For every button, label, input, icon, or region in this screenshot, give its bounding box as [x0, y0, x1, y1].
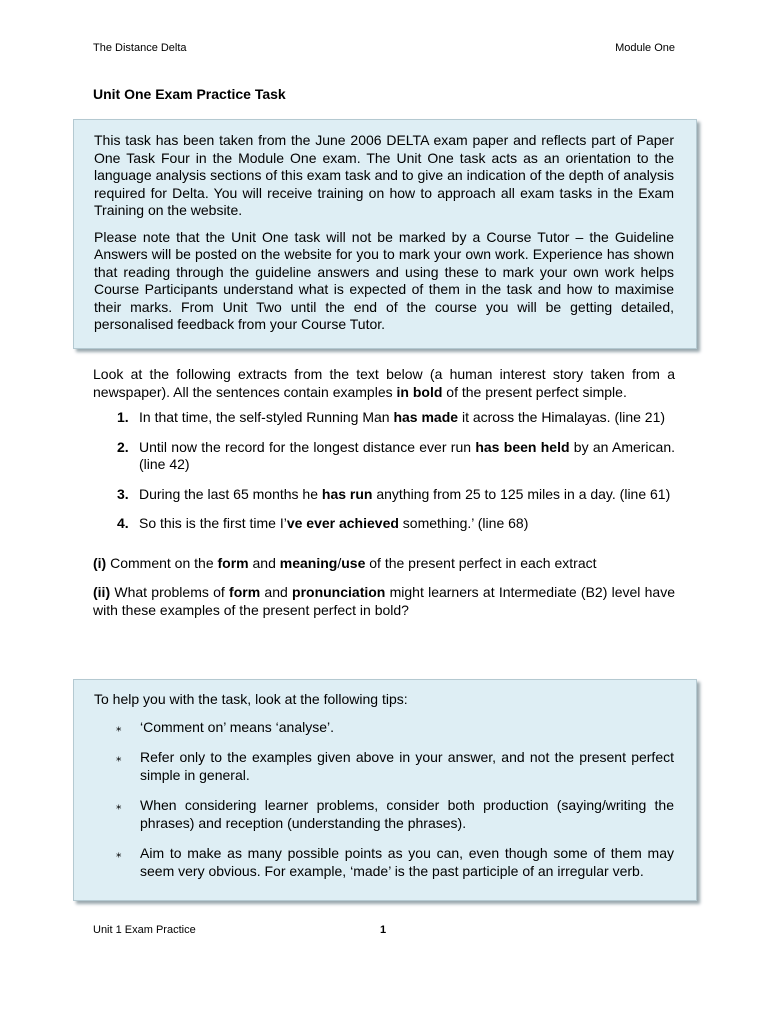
instructions-text-a: Look at the following extracts from the text below (a human interest story taken from a newspaper). All the sentences contain examples [93, 366, 675, 400]
footer-left: Unit 1 Exam Practice [93, 924, 196, 936]
tip-text: Refer only to the examples given above in your answer, and not the present perfect simple in general. [140, 749, 674, 783]
question-2 [93, 584, 675, 619]
extract-text: something.’ (line 68) [398, 515, 529, 531]
q2-bold: form [229, 584, 261, 600]
extract-text: During the last 65 months he [139, 485, 322, 502]
q2-text: and [260, 584, 293, 600]
extract-bold: has made [393, 409, 459, 425]
instructions [93, 366, 675, 401]
tip-item [94, 719, 674, 737]
q1-text: Comment on the [106, 554, 218, 571]
tip-text: When considering learner problems, consider both production (saying/writing the phrases) and reception (understanding the phrases). [140, 797, 674, 831]
page-footer [93, 924, 675, 936]
instructions-text-b: of the present perfect simple. [442, 383, 627, 400]
tips-list [94, 719, 674, 881]
q1-text: and [248, 554, 280, 571]
main-content [93, 366, 675, 619]
q1-bold: form [217, 554, 249, 571]
q2-bold: pronunciation [292, 584, 386, 600]
q1-bold: use [341, 554, 366, 571]
tips-box [73, 679, 697, 901]
q2-text: What problems of [110, 584, 230, 600]
extract-text: In that time, the self-styled Running Man [139, 409, 394, 425]
extract-item [93, 515, 675, 533]
intro-paragraph-1: This task has been taken from the June 2006 DELTA exam paper and reflects part of Paper One Task Four in the Module One exam. The Unit One task acts as an orientation to the language analysis sections of this exam task and to give an indication of the depth of analysis required for Delta. You will receive training on how to approach all exam tasks in the Exam Training on the website. [94, 132, 674, 218]
extract-number: 2. [117, 438, 129, 455]
q1-text: / [337, 554, 342, 571]
question-1 [93, 555, 675, 573]
intro-box [73, 119, 697, 349]
extract-bold: ve ever achieved [286, 515, 399, 531]
q2-text: might learners at Intermediate (B2) level have with these examples of the present perfect in bold? [93, 584, 676, 618]
tip-item [94, 845, 674, 880]
extract-text: So this is the first time I’ [139, 515, 287, 531]
header-left: The Distance Delta [93, 42, 187, 54]
bullet-icon: ⁎ [116, 721, 122, 734]
page-title: Unit One Exam Practice Task [93, 86, 286, 102]
bullet-icon: ⁎ [116, 848, 122, 860]
extract-number: 4. [117, 515, 129, 531]
bullet-icon: ⁎ [116, 800, 122, 812]
extract-bold: has been held [475, 438, 570, 455]
instructions-bold: in bold [396, 383, 443, 400]
extract-item [93, 439, 675, 474]
extract-item [93, 409, 675, 427]
extract-list [93, 409, 675, 533]
header-right: Module One [615, 42, 675, 54]
tip-item [94, 749, 674, 784]
extract-number: 1. [117, 409, 129, 425]
tip-text: Aim to make as many possible points as you can, even though some of them may seem very obvious. For example, ‘made’ is the past participle of an irregular verb. [140, 845, 674, 879]
page-number: 1 [380, 924, 387, 936]
q1-text: of the present perfect in each extract [365, 554, 597, 571]
intro-paragraph-2: Please note that the Unit One task will not be marked by a Course Tutor – the Guideline Answers will be posted on the website for you to mark your own work. Experience has shown that reading through the guideline answers and using these to mark your own work helps Course Participants understand what is expected of them in the task and how to maximise their marks. From Unit Two until the end of the course you will be getting detailed, personalised feedback from your Course Tutor. [94, 228, 674, 332]
extract-text: by an American. (line 42) [139, 438, 676, 472]
extract-text: it across the Himalayas. (line 21) [458, 409, 666, 425]
extract-number: 3. [117, 485, 129, 502]
tip-item [94, 797, 674, 832]
tip-text: ‘Comment on’ means ‘analyse’. [140, 718, 335, 735]
page-header [93, 42, 675, 54]
extract-text: anything from 25 to 125 miles in a day. (line 61) [372, 485, 671, 502]
question-2-label: (ii) [93, 584, 111, 600]
tips-intro: To help you with the task, look at the following tips: [94, 691, 408, 707]
bullet-icon: ⁎ [116, 752, 122, 764]
extract-item [93, 486, 675, 504]
question-1-label: (i) [93, 554, 107, 571]
q1-bold: meaning [279, 554, 338, 571]
extract-bold: has run [321, 485, 373, 502]
extract-text: Until now the record for the longest distance ever run [139, 438, 476, 455]
